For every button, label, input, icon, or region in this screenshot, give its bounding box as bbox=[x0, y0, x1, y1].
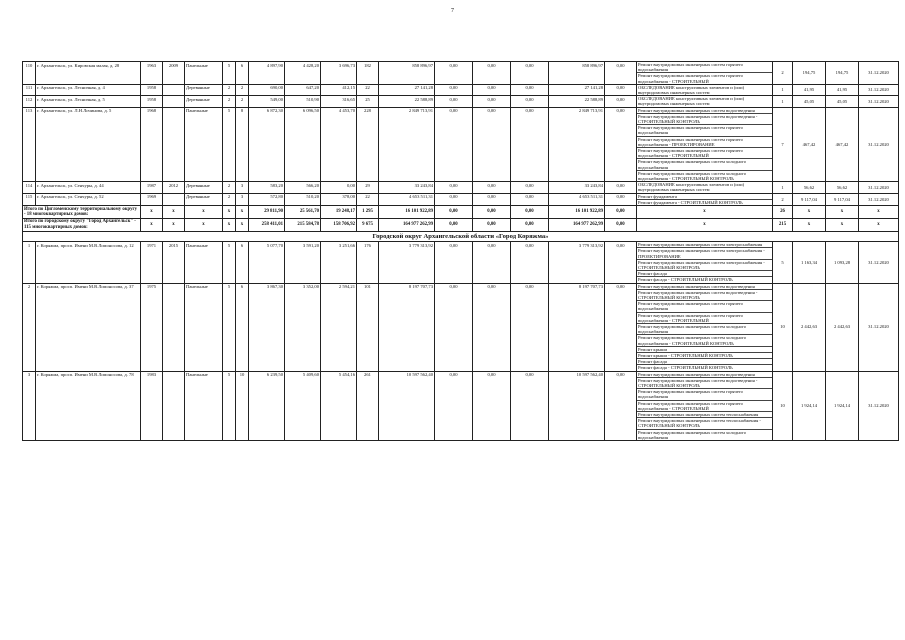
cell-works bbox=[637, 182, 773, 193]
cell-other: 0,00 bbox=[605, 182, 637, 193]
cell-material: Панельные bbox=[185, 242, 223, 283]
cell-area-live: 510,90 bbox=[285, 96, 321, 107]
table-row bbox=[23, 107, 899, 182]
cell-works bbox=[637, 84, 773, 95]
cell-fund-rf: 0,00 bbox=[435, 62, 473, 85]
cell-year-overhaul: 2009 bbox=[163, 62, 185, 85]
cell-price2: 45,05 bbox=[826, 96, 859, 107]
total-qty: 26 bbox=[773, 206, 793, 219]
cell-area-res: 5 454,16 bbox=[321, 371, 357, 440]
cell-entrances: 6 bbox=[236, 62, 249, 85]
work-item: Ремонт внутридомовых инженерных систем холодного водоснабжения - СТРОИТЕЛЬНЫЙ КОНТРОЛЬ bbox=[637, 335, 772, 346]
cell-no: 1 bbox=[23, 242, 36, 283]
total-p1: x bbox=[793, 218, 826, 231]
cell-fund-mun: 0,00 bbox=[511, 182, 549, 193]
cell-fund-rf: 0,00 bbox=[435, 84, 473, 95]
cell-area-live: 6 096,50 bbox=[285, 107, 321, 182]
cell-price1: 9 117,04 bbox=[793, 193, 826, 205]
work-item: Ремонт фасада - СТРОИТЕЛЬНЫЙ КОНТРОЛЬ bbox=[638, 277, 733, 283]
cell-year-overhaul bbox=[163, 371, 185, 440]
total-cost-total: 164 977 262,99 bbox=[379, 218, 435, 231]
cell-area-total: 6 872,30 bbox=[249, 107, 285, 182]
cell-fund-rf: 0,00 bbox=[435, 182, 473, 193]
cell-year-built: 1971 bbox=[141, 242, 163, 283]
cell-fund-mun: 0,00 bbox=[511, 283, 549, 371]
cell-area-live: 3 352,00 bbox=[285, 283, 321, 371]
cell-fund-mun: 0,00 bbox=[511, 193, 549, 205]
cell-price1: 194,75 bbox=[793, 62, 826, 85]
work-item: Ремонт фасада - СТРОИТЕЛЬНЫЙ КОНТРОЛЬ bbox=[638, 365, 733, 371]
cell-area-res: 2 594,21 bbox=[321, 283, 357, 371]
table-row bbox=[23, 182, 899, 193]
cell-residents: 228 bbox=[357, 107, 379, 182]
table-row bbox=[23, 84, 899, 95]
total-works: x bbox=[637, 206, 773, 219]
cell-entrances: 2 bbox=[236, 84, 249, 95]
work-item: Ремонт внутридомовых инженерных систем горячего водоснабжения bbox=[637, 62, 772, 73]
cell-cost-total: 858 896,97 bbox=[379, 62, 435, 85]
total-dl: x bbox=[859, 206, 899, 219]
cell-area-total: 6 239,50 bbox=[249, 371, 285, 440]
cell-no: 114 bbox=[23, 182, 36, 193]
work-item: Ремонт внутридомовых инженерных систем электроснабжения - СТРОИТЕЛЬНЫЙ КОНТРОЛЬ bbox=[637, 260, 772, 271]
cell-deadline: 31.12.2020 bbox=[859, 182, 899, 193]
cell-cost-total: 22 588,89 bbox=[379, 96, 435, 107]
table-body-bottom bbox=[23, 242, 899, 441]
total-s5: x bbox=[236, 206, 249, 219]
cell-price1: 2 442,63 bbox=[793, 283, 826, 371]
work-item: Ремонт внутридомовых инженерных систем электроснабжения bbox=[637, 242, 772, 248]
cell-no: 2 bbox=[23, 283, 36, 371]
total-s3: x bbox=[185, 206, 223, 219]
cell-works bbox=[637, 371, 773, 440]
cell-floors: 2 bbox=[223, 193, 236, 205]
total-s3: x bbox=[185, 218, 223, 231]
cell-price1: 56,62 bbox=[793, 182, 826, 193]
cell-fund-obl: 0,00 bbox=[473, 182, 511, 193]
cell-price2: 56,62 bbox=[826, 182, 859, 193]
cell-year-overhaul bbox=[163, 96, 185, 107]
cell-fund-own: 8 197 707,73 bbox=[549, 283, 605, 371]
cell-price1: 1 924,14 bbox=[793, 371, 826, 440]
cell-entrances: 10 bbox=[236, 371, 249, 440]
cell-fund-rf: 0,00 bbox=[435, 193, 473, 205]
cell-area-total: 549,00 bbox=[249, 96, 285, 107]
cell-other: 0,00 bbox=[605, 371, 637, 440]
cell-year-built: 1958 bbox=[141, 96, 163, 107]
total-fund-obl: 0,00 bbox=[473, 218, 511, 231]
cell-residents: 182 bbox=[357, 62, 379, 85]
cell-area-live: 510,20 bbox=[285, 193, 321, 205]
cell-cost-total: 10 597 562,40 bbox=[379, 371, 435, 440]
cell-year-overhaul bbox=[163, 84, 185, 95]
work-item: Ремонт внутридомовых инженерных систем горячего водоснабжения bbox=[637, 389, 772, 400]
cell-cost-total: 2 849 713,91 bbox=[379, 107, 435, 182]
page-number: 7 bbox=[451, 8, 454, 14]
cell-deadline: 31.12.2020 bbox=[859, 242, 899, 283]
cell-fund-obl: 0,00 bbox=[473, 62, 511, 85]
cell-deadline: 31.12.2020 bbox=[859, 193, 899, 205]
cell-fund-obl: 0,00 bbox=[473, 84, 511, 95]
cell-floors: 2 bbox=[223, 182, 236, 193]
table-row bbox=[23, 193, 899, 205]
total-fund-mun: 0,00 bbox=[511, 206, 549, 219]
total-s1: x bbox=[141, 218, 163, 231]
cell-works bbox=[637, 62, 773, 85]
cell-entrances: 6 bbox=[236, 242, 249, 283]
cell-area-live: 4 428,20 bbox=[285, 62, 321, 85]
cell-floors: 5 bbox=[223, 107, 236, 182]
cell-area-total: 5 077,70 bbox=[249, 242, 285, 283]
cell-entrances: 2 bbox=[236, 96, 249, 107]
total-residents: 1 295 bbox=[357, 206, 379, 219]
cell-qty: 2 bbox=[773, 62, 793, 85]
cell-fund-own: 2 849 713,91 bbox=[549, 107, 605, 182]
work-item: ОБСЛЕДОВАНИЕ конструктивных элементов и (или) внутридомовых инженерных систем bbox=[638, 182, 745, 193]
cell-material: Деревянные bbox=[185, 84, 223, 95]
cell-area-total: 4 897,90 bbox=[249, 62, 285, 85]
cell-other: 0,00 bbox=[605, 283, 637, 371]
total-label: Итого по городскому округу "Город Архангельск" - 115 многоквартирных домов: bbox=[23, 218, 141, 231]
total-row bbox=[23, 206, 899, 219]
table-row bbox=[23, 62, 899, 85]
cell-no: 111 bbox=[23, 84, 36, 95]
cell-no: 113 bbox=[23, 107, 36, 182]
cell-area-total: 572,80 bbox=[249, 193, 285, 205]
total-area-total: 258 411,01 bbox=[249, 218, 285, 231]
total-qty: 215 bbox=[773, 218, 793, 231]
cell-floors: 5 bbox=[223, 371, 236, 440]
total-area-live: 215 584,78 bbox=[285, 218, 321, 231]
cell-year-overhaul bbox=[163, 283, 185, 371]
cell-fund-obl: 0,00 bbox=[473, 107, 511, 182]
table-body-top bbox=[23, 62, 899, 206]
cell-works bbox=[637, 193, 773, 205]
cell-floors: 2 bbox=[223, 96, 236, 107]
work-item: Ремонт внутридомовых инженерных систем холодного водоснабжения - СТРОИТЕЛЬНЫЙ КОНТРОЛЬ bbox=[638, 170, 747, 182]
cell-residents: 22 bbox=[357, 84, 379, 95]
cell-material: Панельные bbox=[185, 107, 223, 182]
table-row bbox=[23, 242, 899, 283]
cell-fund-own: 858 896,97 bbox=[549, 62, 605, 85]
work-item: Ремонт внутридомовых инженерных систем водоотведения bbox=[637, 108, 772, 114]
cell-fund-mun: 0,00 bbox=[511, 107, 549, 182]
work-item: Ремонт фундамента bbox=[637, 194, 772, 200]
cell-cost-total: 8 197 707,73 bbox=[379, 283, 435, 371]
cell-year-overhaul bbox=[163, 193, 185, 205]
total-works: x bbox=[637, 218, 773, 231]
total-other: 0,00 bbox=[605, 218, 637, 231]
cell-other: 0,00 bbox=[605, 107, 637, 182]
overhaul-table bbox=[22, 61, 899, 441]
cell-residents: 29 bbox=[357, 182, 379, 193]
total-fund-rf: 0,00 bbox=[435, 206, 473, 219]
cell-area-res: 4 453,70 bbox=[321, 107, 357, 182]
work-item: Ремонт внутридомовых инженерных систем горячего водоснабжения bbox=[637, 301, 772, 312]
work-item: Ремонт фасада bbox=[637, 359, 772, 365]
work-item: ОБСЛЕДОВАНИЕ конструктивных элементов и (или) внутридомовых инженерных систем bbox=[638, 84, 745, 96]
cell-fund-obl: 0,00 bbox=[473, 193, 511, 205]
work-item: Ремонт внутридомовых инженерных систем теплоснабжения - СТРОИТЕЛЬНЫЙ КОНТРОЛЬ bbox=[637, 418, 772, 429]
cell-year-built: 1983 bbox=[141, 371, 163, 440]
work-item: Ремонт внутридомовых инженерных систем холодного водоснабжения bbox=[637, 324, 772, 335]
cell-fund-rf: 0,00 bbox=[435, 283, 473, 371]
cell-qty: 10 bbox=[773, 371, 793, 440]
cell-entrances: 6 bbox=[236, 283, 249, 371]
cell-address: г. Архангельск, ул. Кировская малая, д. 28 bbox=[36, 62, 141, 85]
cell-fund-rf: 0,00 bbox=[435, 96, 473, 107]
cell-year-overhaul bbox=[163, 107, 185, 182]
cell-other: 0,00 bbox=[605, 62, 637, 85]
cell-area-res: 412,15 bbox=[321, 84, 357, 95]
cell-qty: 5 bbox=[773, 242, 793, 283]
cell-qty: 1 bbox=[773, 96, 793, 107]
cell-works bbox=[637, 283, 773, 371]
total-area-total: 29 811,90 bbox=[249, 206, 285, 219]
cell-address: г. Архангельск, ул. Сенчуры, д. 44 bbox=[36, 182, 141, 193]
cell-area-live: 3 591,20 bbox=[285, 242, 321, 283]
cell-price2: 41,95 bbox=[826, 84, 859, 95]
cell-price2: 194,75 bbox=[826, 62, 859, 85]
total-fund-mun: 0,00 bbox=[511, 218, 549, 231]
work-item: Ремонт внутридомовых инженерных систем теплоснабжения bbox=[637, 412, 772, 418]
cell-area-total: 690,00 bbox=[249, 84, 285, 95]
cell-price2: 2 442,63 bbox=[826, 283, 859, 371]
cell-floors: 5 bbox=[223, 62, 236, 85]
cell-year-built: 1969 bbox=[141, 193, 163, 205]
work-item: Ремонт внутридомовых инженерных систем электроснабжения - ПРОЕКТИРОВАНИЕ bbox=[637, 248, 772, 259]
total-p2: x bbox=[826, 218, 859, 231]
cell-price2: 467,42 bbox=[826, 107, 859, 182]
cell-fund-rf: 0,00 bbox=[435, 107, 473, 182]
cell-year-built: 1963 bbox=[141, 62, 163, 85]
work-item: Ремонт внутридомовых инженерных систем горячего водоснабжения - СТРОИТЕЛЬНЫЙ bbox=[637, 148, 772, 159]
total-p2: x bbox=[826, 206, 859, 219]
total-residents: 9 675 bbox=[357, 218, 379, 231]
cell-qty: 7 bbox=[773, 107, 793, 182]
cell-area-live: 5 409,60 bbox=[285, 371, 321, 440]
cell-fund-own: 10 597 562,40 bbox=[549, 371, 605, 440]
work-item: Ремонт внутридомовых инженерных систем водоотведения - СТРОИТЕЛЬНЫЙ КОНТРОЛЬ bbox=[637, 378, 772, 389]
cell-price1: 41,95 bbox=[793, 84, 826, 95]
cell-other: 0,00 bbox=[605, 96, 637, 107]
total-row bbox=[23, 218, 899, 231]
total-s2: x bbox=[163, 206, 185, 219]
work-item: Ремонт внутридомовых инженерных систем горячего водоснабжения - СТРОИТЕЛЬНЫЙ bbox=[638, 73, 743, 84]
total-s2: x bbox=[163, 218, 185, 231]
cell-cost-total: 3 779 313,92 bbox=[379, 242, 435, 283]
cell-fund-own: 27 141,28 bbox=[549, 84, 605, 95]
cell-area-res: 3 696,73 bbox=[321, 62, 357, 85]
work-item: Ремонт внутридомовых инженерных систем холодного водоснабжения bbox=[637, 159, 772, 170]
total-label: Итого по Цигломенскому территориальному округу - 18 многоквартирных домов: bbox=[23, 206, 141, 219]
cell-residents: 176 bbox=[357, 242, 379, 283]
work-item: Ремонт внутридомовых инженерных систем горячего водоснабжения - СТРОИТЕЛЬНЫЙ bbox=[637, 313, 772, 324]
cell-floors: 5 bbox=[223, 242, 236, 283]
total-p1: x bbox=[793, 206, 826, 219]
total-s4: x bbox=[223, 206, 236, 219]
work-item: Ремонт внутридомовых инженерных систем горячего водоснабжения - СТРОИТЕЛЬНЫЙ bbox=[637, 401, 772, 412]
cell-cost-total: 27 141,28 bbox=[379, 84, 435, 95]
cell-residents: 25 bbox=[357, 96, 379, 107]
cell-price1: 467,42 bbox=[793, 107, 826, 182]
cell-year-built: 1968 bbox=[141, 107, 163, 182]
work-item: Ремонт фасада bbox=[637, 271, 772, 277]
cell-year-overhaul: 2012 bbox=[163, 182, 185, 193]
cell-address: г. Архангельск, ул. Л.Н.Лочинова, д. 5 bbox=[36, 107, 141, 182]
cell-area-live: 566,20 bbox=[285, 182, 321, 193]
cell-cost-total: 4 653 511,31 bbox=[379, 193, 435, 205]
cell-fund-obl: 0,00 bbox=[473, 283, 511, 371]
total-other: 0,00 bbox=[605, 206, 637, 219]
cell-no: 115 bbox=[23, 193, 36, 205]
cell-area-res: 316,65 bbox=[321, 96, 357, 107]
cell-entrances: 8 bbox=[236, 107, 249, 182]
cell-price1: 45,05 bbox=[793, 96, 826, 107]
section-header-row bbox=[23, 231, 899, 241]
cell-fund-obl: 0,00 bbox=[473, 242, 511, 283]
cell-qty: 10 bbox=[773, 283, 793, 371]
cell-fund-obl: 0,00 bbox=[473, 371, 511, 440]
table-row bbox=[23, 283, 899, 371]
total-fund-own: 16 101 922,89 bbox=[549, 206, 605, 219]
cell-floors: 5 bbox=[223, 283, 236, 371]
cell-price2: 1 093,28 bbox=[826, 242, 859, 283]
cell-fund-own: 3 779 313,92 bbox=[549, 242, 605, 283]
cell-deadline: 31.12.2020 bbox=[859, 62, 899, 85]
work-item: Ремонт внутридомовых инженерных систем горячего водоснабжения - ПРОЕКТИРОВАНИЕ bbox=[637, 137, 772, 148]
cell-area-total: 583,20 bbox=[249, 182, 285, 193]
work-item: Ремонт внутридомовых инженерных систем водоотведения - СТРОИТЕЛЬНЫЙ КОНТРОЛЬ bbox=[637, 290, 772, 301]
cell-address: г. Коряжма, просп. Имени М.В.Ломоносова, д. 37 bbox=[36, 283, 141, 371]
cell-fund-mun: 0,00 bbox=[511, 242, 549, 283]
cell-address: г. Архангельск, ул. Лесничная, д. 5 bbox=[36, 96, 141, 107]
cell-works bbox=[637, 242, 773, 283]
cell-residents: 261 bbox=[357, 371, 379, 440]
cell-no: 112 bbox=[23, 96, 36, 107]
cell-fund-mun: 0,00 bbox=[511, 96, 549, 107]
cell-address: г. Архангельск, ул. Сенчуры, д. 52 bbox=[36, 193, 141, 205]
cell-no: 3 bbox=[23, 371, 36, 440]
cell-cost-total: 33 243,84 bbox=[379, 182, 435, 193]
cell-deadline: 31.12.2020 bbox=[859, 283, 899, 371]
total-s1: x bbox=[141, 206, 163, 219]
cell-works bbox=[637, 96, 773, 107]
cell-area-total: 3 867,30 bbox=[249, 283, 285, 371]
cell-deadline: 31.12.2020 bbox=[859, 96, 899, 107]
total-dl: x bbox=[859, 218, 899, 231]
work-item: Ремонт крыши - СТРОИТЕЛЬНЫЙ КОНТРОЛЬ bbox=[637, 353, 772, 359]
cell-fund-rf: 0,00 bbox=[435, 371, 473, 440]
cell-area-res: 378,00 bbox=[321, 193, 357, 205]
cell-material: Панельные bbox=[185, 371, 223, 440]
cell-material: Деревянные bbox=[185, 96, 223, 107]
total-area-res: 19 248,17 bbox=[321, 206, 357, 219]
cell-no: 110 bbox=[23, 62, 36, 85]
cell-works bbox=[637, 107, 773, 182]
cell-material: Деревянные bbox=[185, 193, 223, 205]
cell-price2: 1 924,14 bbox=[826, 371, 859, 440]
cell-floors: 2 bbox=[223, 84, 236, 95]
cell-residents: 101 bbox=[357, 283, 379, 371]
cell-fund-obl: 0,00 bbox=[473, 96, 511, 107]
cell-year-overhaul: 2015 bbox=[163, 242, 185, 283]
total-fund-rf: 0,00 bbox=[435, 218, 473, 231]
cell-year-built: 1975 bbox=[141, 283, 163, 371]
total-cost-total: 16 101 922,89 bbox=[379, 206, 435, 219]
cell-deadline: 31.12.2020 bbox=[859, 84, 899, 95]
cell-material: Деревянные bbox=[185, 182, 223, 193]
cell-fund-own: 4 653 511,31 bbox=[549, 193, 605, 205]
total-area-res: 158 706,92 bbox=[321, 218, 357, 231]
cell-fund-mun: 0,00 bbox=[511, 371, 549, 440]
cell-price1: 1 163,34 bbox=[793, 242, 826, 283]
cell-year-built: 1958 bbox=[141, 84, 163, 95]
cell-qty: 2 bbox=[773, 193, 793, 205]
total-s5: x bbox=[236, 218, 249, 231]
cell-other: 0,00 bbox=[605, 242, 637, 283]
register-sheet bbox=[22, 61, 889, 441]
work-item: Ремонт внутридомовых инженерных систем водоотведения - СТРОИТЕЛЬНЫЙ КОНТРОЛЬ bbox=[637, 114, 772, 125]
work-item: Ремонт внутридомовых инженерных систем холодного водоснабжения bbox=[638, 429, 747, 440]
total-fund-obl: 0,00 bbox=[473, 206, 511, 219]
cell-fund-rf: 0,00 bbox=[435, 242, 473, 283]
cell-qty: 1 bbox=[773, 84, 793, 95]
cell-area-live: 647,20 bbox=[285, 84, 321, 95]
work-item: Ремонт внутридомовых инженерных систем горячего водоснабжения bbox=[637, 125, 772, 136]
cell-address: г. Коряжма, просп. Имени М.В.Ломоносова, д. 78 bbox=[36, 371, 141, 440]
table-body-totals bbox=[23, 206, 899, 232]
cell-area-res: 0,00 bbox=[321, 182, 357, 193]
cell-material: Панельные bbox=[185, 283, 223, 371]
work-item: Ремонт фундамента - СТРОИТЕЛЬНЫЙ КОНТРОЛЬ bbox=[638, 199, 743, 205]
work-item: ОБСЛЕДОВАНИЕ конструктивных элементов и (или) внутридомовых инженерных систем bbox=[638, 96, 745, 107]
cell-residents: 22 bbox=[357, 193, 379, 205]
cell-other: 0,00 bbox=[605, 193, 637, 205]
cell-entrances: 3 bbox=[236, 182, 249, 193]
cell-price2: 9 117,04 bbox=[826, 193, 859, 205]
work-item: Ремонт внутридомовых инженерных систем водоотведения bbox=[637, 284, 772, 290]
total-s4: x bbox=[223, 218, 236, 231]
cell-year-built: 1987 bbox=[141, 182, 163, 193]
work-item: Ремонт внутридомовых инженерных систем водоотведения bbox=[637, 372, 772, 378]
cell-address: г. Коряжма, просп. Имени М.В.Ломоносова, д. 12 bbox=[36, 242, 141, 283]
total-area-live: 25 561,70 bbox=[285, 206, 321, 219]
work-item: Ремонт крыши bbox=[637, 347, 772, 353]
table-body-section bbox=[23, 231, 899, 241]
cell-qty: 1 bbox=[773, 182, 793, 193]
cell-address: г. Архангельск, ул. Лесничная, д. 4 bbox=[36, 84, 141, 95]
cell-deadline: 31.12.2020 bbox=[859, 107, 899, 182]
cell-fund-mun: 0,00 bbox=[511, 62, 549, 85]
table-row bbox=[23, 96, 899, 107]
total-fund-own: 164 977 262,99 bbox=[549, 218, 605, 231]
cell-entrances: 3 bbox=[236, 193, 249, 205]
cell-deadline: 31.12.2020 bbox=[859, 371, 899, 440]
table-row bbox=[23, 371, 899, 440]
cell-fund-own: 33 243,84 bbox=[549, 182, 605, 193]
section-title: Городской округ Архангельской области «Город Коряжма» bbox=[23, 231, 899, 241]
cell-fund-own: 22 588,89 bbox=[549, 96, 605, 107]
cell-fund-mun: 0,00 bbox=[511, 84, 549, 95]
cell-other: 0,00 bbox=[605, 84, 637, 95]
cell-area-res: 3 251,66 bbox=[321, 242, 357, 283]
cell-material: Панельные bbox=[185, 62, 223, 85]
